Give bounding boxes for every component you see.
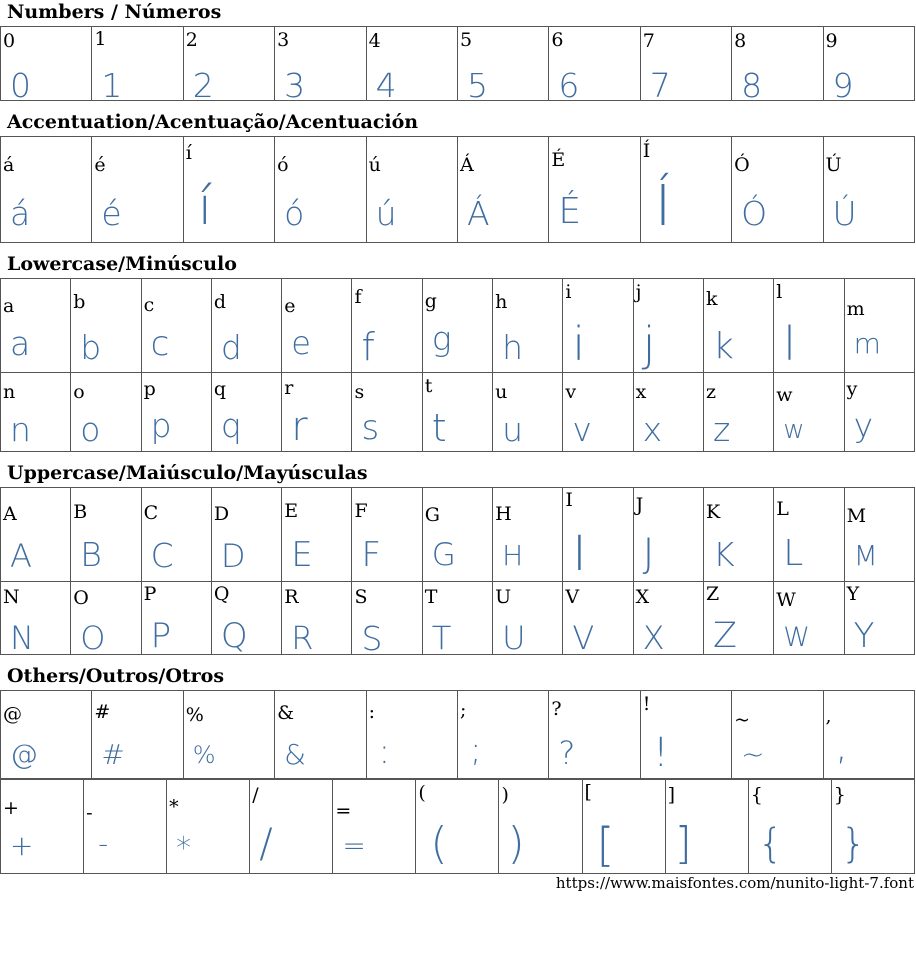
glyph-cell [823, 27, 914, 101]
glyph-cell [352, 279, 422, 373]
glyph-caption: ó [277, 154, 289, 176]
glyph-caption: W [776, 589, 796, 611]
glyph-caption: + [3, 797, 19, 819]
glyph-caption: } [833, 784, 846, 806]
glyph-sample: } [840, 821, 867, 867]
glyph-cell [275, 27, 366, 101]
glyph-cell [732, 27, 823, 101]
glyph-sample: s [361, 408, 380, 448]
glyph-caption: n [3, 381, 16, 403]
glyph-caption: * [169, 796, 179, 818]
glyph-sample: c [150, 324, 170, 364]
glyph-caption: g [424, 290, 437, 312]
glyph-cell [493, 582, 563, 655]
glyph-caption: N [3, 586, 20, 608]
glyph-caption: s [354, 381, 365, 403]
glyph-cell [141, 279, 211, 373]
glyph-cell [71, 488, 141, 582]
glyph-cell [774, 488, 844, 582]
glyph-cell [831, 780, 914, 874]
glyph-cell [1, 27, 92, 101]
glyph-sample: P [150, 616, 172, 655]
glyph-cell [563, 279, 633, 373]
glyph-sample: á [10, 194, 31, 233]
glyph-sample: C [150, 536, 174, 575]
glyph-sample: W [783, 622, 810, 653]
glyph-caption: / [252, 784, 259, 806]
glyph-cell [493, 488, 563, 582]
glyph-sample: ] [674, 818, 692, 869]
section-title-uppercase: Uppercase/Maiúsculo/Mayúsculas [7, 462, 368, 484]
glyph-sample: 0 [10, 66, 31, 101]
glyph-caption: ; [459, 699, 467, 721]
glyph-cell [563, 373, 633, 452]
glyph-sample: k [712, 326, 734, 367]
glyph-cell [633, 373, 703, 452]
glyph-caption: É [551, 149, 566, 171]
glyph-sample: é [101, 194, 122, 233]
glyph-cell [549, 137, 640, 243]
glyph-cell [71, 279, 141, 373]
glyph-caption: E [284, 500, 299, 522]
glyph-caption: x [635, 381, 647, 403]
glyph-cell [748, 780, 831, 874]
glyph-sample: m [853, 327, 881, 360]
others-grid-row1 [0, 690, 915, 779]
glyph-caption: v [565, 381, 577, 403]
glyph-sample: E [291, 535, 313, 575]
glyph-caption: 9 [825, 30, 838, 52]
glyph-cell [823, 691, 914, 779]
glyph-sample: Í [654, 174, 672, 239]
glyph-sample: ú [375, 194, 397, 233]
glyph-caption: 4 [368, 30, 381, 52]
glyph-sample: t [431, 406, 447, 450]
glyph-cell [333, 780, 416, 874]
section-title-accents: Accentuation/Acentuação/Acentuación [7, 111, 419, 133]
glyph-caption: u [495, 381, 508, 403]
glyph-caption: z [705, 381, 716, 403]
glyph-sample: L [783, 533, 804, 574]
glyph-caption: { [750, 784, 763, 806]
glyph-sample: p [150, 406, 172, 445]
glyph-caption: A [3, 503, 17, 525]
source-url: https://www.maisfontes.com/nunito-light-7.font [555, 874, 914, 892]
glyph-sample: + [10, 829, 34, 862]
glyph-caption: [ [584, 781, 592, 803]
glyph-cell [633, 582, 703, 655]
glyph-sample: Ó [741, 194, 768, 233]
glyph-cell [844, 488, 914, 582]
glyph-cell [640, 691, 731, 779]
glyph-cell [774, 373, 844, 452]
glyph-caption: = [335, 800, 352, 822]
glyph-cell [352, 373, 422, 452]
glyph-cell [282, 582, 352, 655]
glyph-sample: ? [558, 734, 576, 772]
glyph-sample: o [80, 410, 101, 449]
glyph-caption: é [94, 154, 106, 176]
glyph-sample: 9 [832, 66, 854, 101]
glyph-sample: V [572, 619, 595, 655]
glyph-sample: h [502, 328, 523, 367]
glyph-cell [1, 691, 92, 779]
glyph-caption: Z [705, 583, 720, 605]
glyph-sample: , [835, 724, 848, 768]
glyph-caption: @ [3, 703, 22, 725]
glyph-cell [1, 780, 84, 874]
glyph-sample: B [80, 535, 102, 574]
glyph-cell [633, 488, 703, 582]
glyph-cell [183, 137, 274, 243]
glyph-cell [282, 373, 352, 452]
glyph-cell [493, 279, 563, 373]
glyph-sample: M [853, 539, 878, 572]
glyph-sample: J [642, 531, 655, 577]
glyph-cell [352, 582, 422, 655]
glyph-cell [422, 279, 492, 373]
glyph-caption: Í [642, 140, 651, 162]
glyph-cell [352, 488, 422, 582]
glyph-cell [844, 279, 914, 373]
glyph-caption: e [284, 295, 296, 317]
glyph-caption: i [565, 281, 572, 303]
glyph-sample: i [572, 317, 586, 371]
glyph-cell [703, 373, 773, 452]
others-grid-row2 [0, 779, 915, 874]
glyph-sample: = [342, 829, 366, 862]
glyph-caption: j [635, 281, 642, 303]
glyph-sample: % [192, 741, 216, 769]
glyph-cell [416, 780, 499, 874]
glyph-cell [844, 582, 914, 655]
glyph-caption: h [495, 291, 508, 313]
glyph-cell [563, 582, 633, 655]
lowercase-grid [0, 278, 915, 452]
glyph-caption: d [213, 291, 227, 313]
glyph-cell [1, 373, 71, 452]
glyph-sample: x [642, 410, 663, 449]
glyph-caption: - [86, 802, 93, 824]
glyph-sample: l [783, 317, 797, 371]
glyph-sample: U [502, 619, 526, 655]
glyph-sample: f [361, 325, 375, 369]
glyph-cell [250, 780, 333, 874]
glyph-cell [211, 582, 281, 655]
glyph-sample: a [10, 324, 31, 363]
glyph-caption: O [73, 587, 89, 609]
glyph-sample: r [291, 404, 308, 450]
glyph-cell [141, 373, 211, 452]
glyph-caption: % [185, 704, 204, 726]
glyph-caption: L [776, 498, 789, 520]
glyph-caption: Á [459, 154, 474, 176]
glyph-cell [774, 582, 844, 655]
glyph-caption: I [565, 489, 573, 511]
glyph-sample: 2 [192, 66, 214, 101]
glyph-caption: o [73, 381, 85, 403]
glyph-sample: w [783, 415, 805, 445]
glyph-sample: 1 [101, 66, 123, 101]
glyph-sample: u [502, 410, 523, 449]
glyph-caption: m [846, 298, 865, 320]
glyph-cell [211, 373, 281, 452]
glyph-sample: * [176, 831, 192, 866]
glyph-caption: T [424, 586, 438, 608]
glyph-sample: { [757, 821, 784, 867]
glyph-sample: Á [466, 194, 490, 233]
glyph-sample: @ [10, 738, 38, 771]
glyph-cell [366, 27, 457, 101]
glyph-sample: [ [596, 818, 615, 872]
glyph-sample: Y [853, 616, 875, 655]
glyph-caption: S [354, 586, 368, 608]
glyph-sample: 3 [284, 66, 306, 101]
glyph-caption: U [495, 586, 512, 608]
glyph-cell [1, 582, 71, 655]
glyph-cell [640, 27, 731, 101]
glyph-caption: t [424, 375, 433, 397]
glyph-cell [457, 137, 548, 243]
glyph-caption: P [143, 583, 157, 605]
glyph-sample: j [642, 317, 656, 371]
glyph-sample: v [572, 410, 592, 449]
glyph-cell [422, 582, 492, 655]
glyph-caption: B [73, 501, 88, 523]
glyph-cell [92, 137, 183, 243]
glyph-caption: ] [667, 784, 676, 806]
glyph-sample: I [572, 526, 587, 582]
glyph-cell [366, 691, 457, 779]
glyph-cell [141, 488, 211, 582]
glyph-caption: f [354, 286, 362, 308]
glyph-cell [1, 488, 71, 582]
glyph-sample: e [291, 324, 311, 362]
glyph-sample: N [10, 619, 34, 655]
glyph-cell [703, 279, 773, 373]
glyph-sample: Z [712, 616, 737, 655]
glyph-sample: ó [284, 194, 305, 233]
glyph-cell [665, 780, 748, 874]
glyph-sample: z [712, 410, 731, 449]
glyph-caption: 1 [94, 28, 107, 50]
glyph-cell [582, 780, 665, 874]
glyph-cell [640, 137, 731, 243]
glyph-cell [457, 691, 548, 779]
glyph-caption: D [213, 503, 230, 525]
glyph-caption: V [565, 586, 580, 608]
glyph-sample: 8 [741, 66, 763, 101]
glyph-cell [422, 488, 492, 582]
glyph-caption: K [705, 501, 721, 523]
glyph-sample: g [431, 319, 452, 358]
glyph-caption: & [277, 702, 295, 724]
glyph-cell [493, 373, 563, 452]
glyph-caption: 7 [642, 30, 655, 52]
glyph-sample: 5 [466, 66, 488, 101]
glyph-caption: 0 [3, 30, 16, 52]
glyph-caption: Y [846, 583, 860, 605]
glyph-caption: ) [501, 784, 509, 806]
glyph-cell [732, 691, 823, 779]
glyph-cell [422, 373, 492, 452]
glyph-caption: r [284, 377, 294, 399]
glyph-cell [92, 27, 183, 101]
glyph-sample: Ú [832, 194, 857, 233]
section-title-others: Others/Outros/Otros [7, 665, 225, 687]
glyph-sample: A [10, 537, 32, 575]
glyph-cell [141, 582, 211, 655]
glyph-cell [92, 691, 183, 779]
glyph-sample: / [259, 821, 273, 867]
glyph-sample: ! [652, 730, 669, 776]
glyph-sample: : [378, 732, 391, 772]
glyph-caption: ( [418, 782, 426, 804]
glyph-caption: ? [551, 698, 562, 720]
glyph-cell [183, 27, 274, 101]
glyph-sample: q [220, 406, 242, 445]
uppercase-grid [0, 487, 915, 655]
accents-grid [0, 136, 915, 243]
glyph-sample: ~ [741, 738, 765, 771]
glyph-cell [167, 780, 250, 874]
glyph-cell [549, 691, 640, 779]
glyph-caption: ú [368, 154, 381, 176]
glyph-caption: b [73, 291, 86, 313]
glyph-caption: k [705, 288, 718, 310]
glyph-caption: R [284, 586, 299, 608]
glyph-caption: J [635, 494, 644, 516]
glyph-caption: Q [213, 583, 230, 605]
glyph-caption: w [776, 384, 793, 406]
glyph-cell [633, 279, 703, 373]
glyph-cell [1, 137, 92, 243]
glyph-sample: É [558, 191, 582, 232]
glyph-caption: ~ [734, 709, 751, 731]
glyph-caption: M [846, 505, 867, 527]
glyph-sample: R [291, 619, 314, 655]
glyph-sample: d [220, 328, 242, 367]
glyph-sample: - [98, 827, 109, 860]
glyph-caption: : [368, 701, 375, 723]
glyph-sample: ; [469, 730, 482, 770]
glyph-caption: y [846, 378, 858, 400]
glyph-caption: G [424, 504, 440, 526]
glyph-sample: X [642, 619, 665, 655]
glyph-cell [823, 137, 914, 243]
glyph-cell [84, 780, 167, 874]
glyph-cell [732, 137, 823, 243]
glyph-caption: # [94, 701, 111, 723]
glyph-sample: H [502, 539, 524, 572]
glyph-sample: S [361, 619, 383, 655]
glyph-cell [366, 137, 457, 243]
glyph-sample: # [101, 738, 125, 771]
glyph-caption: X [635, 586, 650, 608]
glyph-cell [703, 582, 773, 655]
glyph-sample: F [361, 535, 382, 575]
glyph-sample: 7 [649, 66, 671, 101]
glyph-caption: 2 [185, 29, 198, 51]
numbers-grid [0, 26, 915, 101]
glyph-caption: á [3, 154, 15, 176]
glyph-cell [282, 488, 352, 582]
glyph-cell [549, 27, 640, 101]
glyph-cell [183, 691, 274, 779]
glyph-sample: n [10, 410, 31, 449]
glyph-cell [211, 279, 281, 373]
glyph-sample: T [431, 619, 452, 655]
glyph-sample: 6 [558, 66, 580, 101]
glyph-caption: 8 [734, 30, 747, 52]
glyph-sample: & [284, 738, 307, 771]
glyph-sample: D [220, 537, 246, 575]
glyph-cell [211, 488, 281, 582]
glyph-sample: K [712, 535, 735, 574]
glyph-caption: q [213, 378, 227, 400]
glyph-sample: b [80, 328, 102, 367]
glyph-cell [275, 137, 366, 243]
glyph-cell [71, 373, 141, 452]
glyph-caption: a [3, 295, 15, 317]
glyph-cell [844, 373, 914, 452]
glyph-cell [774, 279, 844, 373]
glyph-caption: 5 [459, 29, 473, 51]
glyph-cell [499, 780, 582, 874]
glyph-sample: O [80, 619, 106, 655]
glyph-cell [457, 27, 548, 101]
glyph-cell [1, 279, 71, 373]
glyph-caption: Ú [825, 154, 842, 176]
glyph-caption: ! [642, 693, 651, 715]
section-title-lowercase: Lowercase/Minúsculo [7, 253, 237, 275]
glyph-caption: Ó [734, 154, 750, 176]
section-title-numbers: Numbers / Números [7, 1, 222, 23]
glyph-sample: 4 [375, 66, 397, 101]
glyph-caption: í [185, 142, 192, 164]
glyph-cell [275, 691, 366, 779]
glyph-cell [71, 582, 141, 655]
glyph-sample: y [853, 406, 874, 445]
glyph-caption: 6 [551, 29, 564, 51]
glyph-cell [282, 279, 352, 373]
glyph-caption: 3 [277, 29, 290, 51]
glyph-sample: Q [220, 616, 248, 655]
glyph-sample: G [431, 537, 456, 573]
glyph-caption: H [495, 503, 512, 525]
glyph-cell [563, 488, 633, 582]
glyph-caption: , [825, 705, 832, 727]
glyph-caption: C [143, 502, 159, 524]
glyph-sample: ) [507, 818, 525, 869]
glyph-caption: F [354, 500, 368, 522]
glyph-cell [703, 488, 773, 582]
glyph-sample: í [197, 177, 213, 237]
glyph-caption: c [143, 294, 155, 316]
glyph-sample: ( [430, 818, 448, 869]
glyph-caption: p [143, 378, 156, 400]
glyph-caption: l [776, 281, 783, 303]
